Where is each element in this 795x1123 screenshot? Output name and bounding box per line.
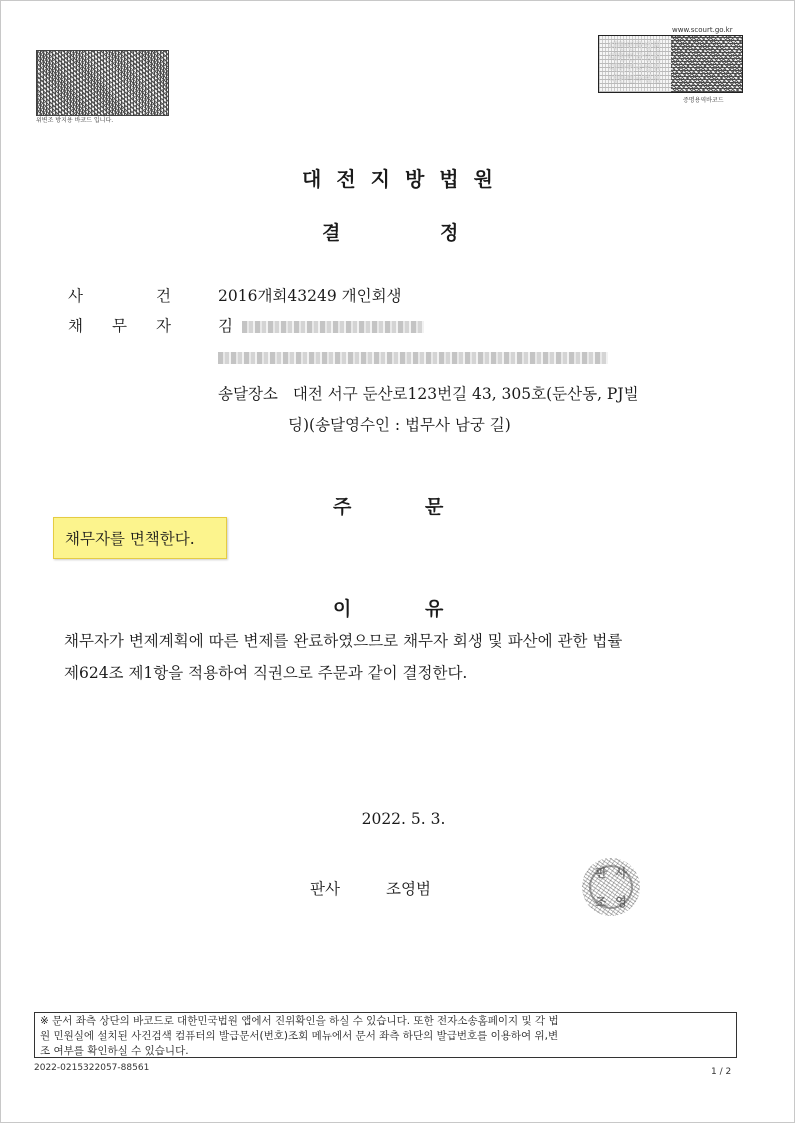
certificate-barcode — [598, 35, 743, 93]
page-number: 1 / 2 — [711, 1067, 732, 1077]
reason-line-1: 채무자가 변제계획에 따른 변제를 완료하였으므로 채무자 회생 및 파산에 관한 법률 — [64, 632, 623, 650]
court-name: 대전지방법원 — [302, 167, 508, 191]
decision-date: 2022. 5. 3. — [361, 810, 446, 828]
certificate-barcode-pattern — [671, 36, 742, 92]
issue-number: 2022-0215322057-88561 — [34, 1063, 150, 1073]
order-heading-char-1: 주 — [333, 496, 352, 518]
doc-title-char-2: 정 — [440, 222, 459, 244]
debtor-label: 채 무 자 — [68, 317, 171, 335]
court-url: www.scourt.go.kr — [672, 26, 733, 34]
debtor-address — [218, 348, 608, 366]
case-row — [68, 284, 171, 306]
order-heading-char-2: 문 — [425, 496, 444, 518]
case-number: 2016개회43249 개인회생 — [218, 287, 402, 305]
debtor-name: 김 — [218, 314, 424, 336]
delivery-label: 송달장소 — [218, 385, 278, 403]
redacted-address — [218, 352, 608, 364]
judge-name: 조영범 — [386, 880, 431, 898]
anti-forgery-barcode-caption: 위변조 방지용 바코드 입니다. — [36, 117, 114, 124]
reason-line-2: 제624조 제1항을 적용하여 직권으로 주문과 같이 결정한다. — [64, 664, 468, 682]
watermark-line: 대한민국법원 — [608, 64, 662, 74]
order-text: 채무자를 면책한다. — [53, 517, 227, 559]
redacted-name — [242, 321, 424, 333]
delivery-address-line-2: 딩)(송달영수인 : 법무사 남궁 길) — [288, 416, 511, 434]
watermark-line: 대한민국법원 — [608, 53, 662, 63]
debtor-row — [68, 314, 171, 336]
judge-seal-stamp: 판 사 조 영 — [582, 858, 640, 916]
certificate-barcode-caption: 증명용역바코드 — [683, 97, 724, 104]
notice-line: ※ 문서 좌측 상단의 바코드로 대한민국법원 앱에서 진위확인을 하실 수 있습니다. 또한 전자소송홈페이지 및 각 법 — [40, 1015, 559, 1027]
notice-line: 조 여부를 확인하실 수 있습니다. — [40, 1045, 189, 1057]
reason-heading-char-2: 유 — [425, 598, 444, 620]
anti-forgery-barcode — [36, 50, 169, 116]
case-label: 사 건 — [68, 287, 171, 305]
doc-title-char-1: 결 — [322, 222, 341, 244]
verification-notice — [34, 1012, 737, 1058]
judge-title: 판사 — [310, 880, 340, 898]
reason-heading-char-1: 이 — [333, 598, 352, 620]
watermark-line: 대한민국법원 — [608, 75, 662, 85]
notice-line: 원 민원실에 설치된 사건검색 컴퓨터의 발급문서(번호)조회 메뉴에서 문서 좌측 하단의 발급번호를 이용하여 위,변 — [40, 1030, 559, 1042]
delivery-address-line-1: 송달장소 대전 서구 둔산로123번길 43, 305호(둔산동, PJ빌 — [218, 385, 639, 403]
watermark-line: 대한민국법원 — [608, 42, 662, 52]
court-seal-watermark — [599, 36, 671, 92]
